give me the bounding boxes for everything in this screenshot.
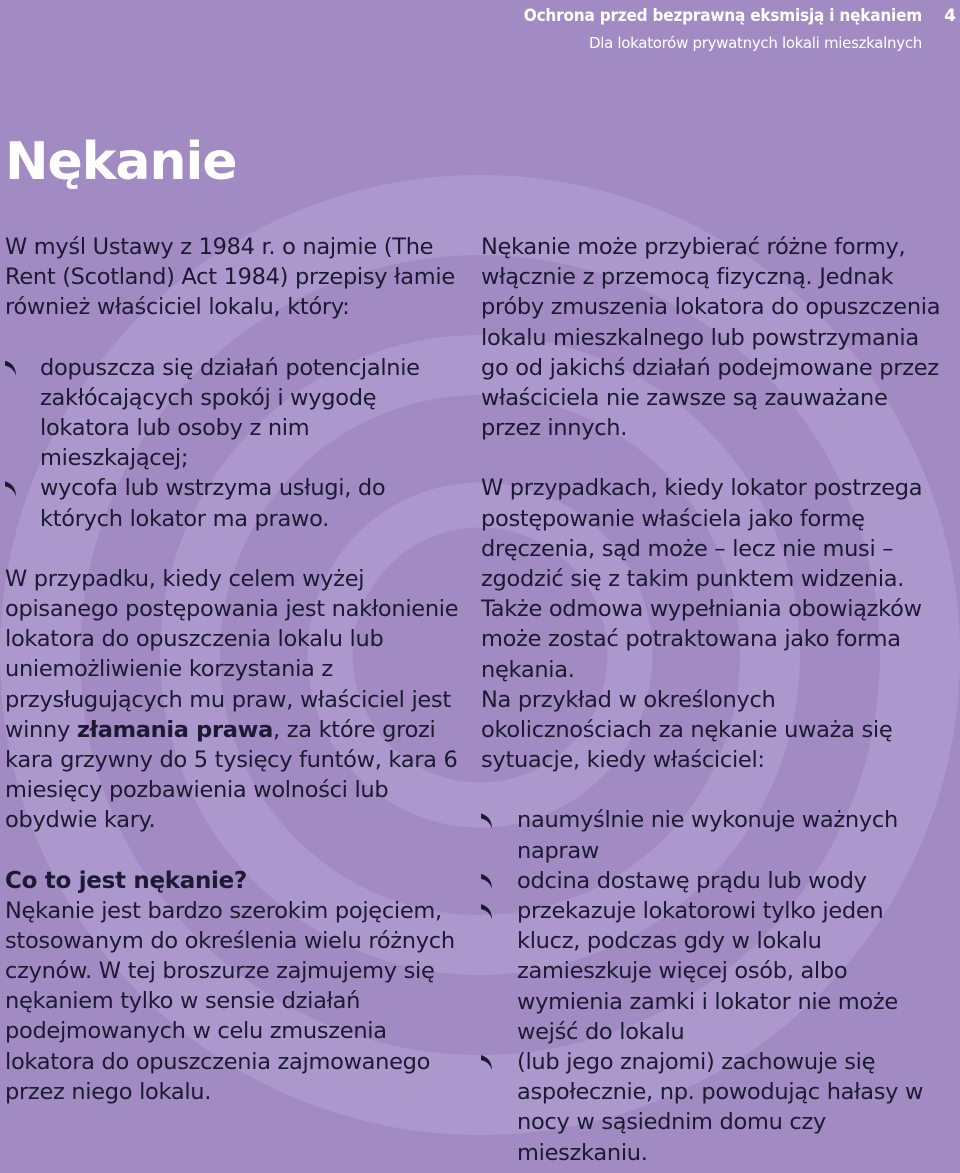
penalty-text-start: W przypadku, kiedy celem wyżej opisanego postępowania jest nakłonienie lokatora do opuszczenia lokalu lub uniemożliwienie korzystania z przysługujących mu praw, właściciel jest winny: [5, 565, 459, 743]
penalty-emphasis: złamania prawa: [76, 716, 274, 743]
list-item-text: odcina dostawę prądu lub wody: [517, 867, 867, 894]
list-item: [5, 473, 463, 533]
list-item: [481, 805, 951, 865]
intro-paragraph: W myśl Ustawy z 1984 r. o najmie (The Rent (Scotland) Act 1984) przepisy łamie również właściciel lokalu, który:: [5, 234, 455, 321]
list-item-text: przekazuje lokatorowi tylko jeden klucz, podczas gdy w lokalu zamieszkuje więcej osób, albo wymienia zamki i lokator nie może wejść do lokalu: [517, 898, 898, 1045]
violation-list: [5, 353, 463, 534]
header-title: Ochrona przed bezprawną eksmisją i nękaniem: [523, 6, 922, 26]
forms-paragraph: Nękanie może przybierać różne formy, włącznie z przemocą fizyczną. Jednak próby zmuszenia lokatora do opuszczenia lokalu mieszkalnego lub powstrzymania go od jakichś działań podejmowane przez właściciela nie zawsze są zauważane przez innych.: [481, 234, 941, 442]
right-column: [481, 232, 951, 1168]
list-item-text: naumyślnie nie wykonuje ważnych napraw: [517, 807, 898, 864]
list-item: [5, 353, 463, 474]
bullet-icon: [481, 874, 492, 889]
list-item: [481, 1047, 951, 1168]
page-title: Nękanie: [5, 132, 237, 192]
penalty-paragraph: [5, 564, 463, 836]
harassment-examples-list: [481, 805, 951, 1167]
list-item-text: dopuszcza się działań potencjalnie zakłócających spokój i wygodę lokatora lub osoby z nim mieszkającej;: [40, 354, 420, 472]
section-heading: Co to jest nękanie?: [5, 867, 247, 894]
bullet-icon: [481, 1055, 492, 1070]
list-item: [481, 896, 951, 1047]
list-item: [481, 866, 951, 896]
penalty-text-end: , za które grozi kara grzywny do 5 tysięcy funtów, kara 6 miesięcy pozbawienia wolności lub obydwie kary.: [5, 716, 458, 834]
list-item-text: wycofa lub wstrzyma usługi, do których lokator ma prawo.: [40, 475, 386, 532]
bullet-icon: [5, 361, 16, 376]
definition-paragraph: Nękanie jest bardzo szerokim pojęciem, stosowanym do określenia wielu różnych czynów. W tej broszurze zajmujemy się nękaniem tylko w sensie działań podejmowanych w celu zmuszenia lokatora do opuszczenia zajmowanego przez niego lokalu.: [5, 897, 455, 1105]
bullet-icon: [481, 813, 492, 828]
page-number: 4: [944, 6, 956, 26]
header-subtitle: Dla lokatorów prywatnych lokali mieszkalnych: [588, 34, 922, 52]
bullet-icon: [481, 904, 492, 919]
examples-intro: Na przykład w określonych okolicznościach za nękanie uważa się sytuacje, kiedy właściciel:: [481, 686, 893, 774]
bullet-icon: [5, 481, 16, 496]
left-column: [5, 232, 463, 1107]
list-item-text: (lub jego znajomi) zachowuje się aspołecznie, np. powodując hałasy w nocy w sąsiednim domu czy mieszkaniu.: [517, 1049, 924, 1166]
court-paragraph: W przypadkach, kiedy lokator postrzega postępowanie właściela jako formę dręczenia, sąd może – lecz nie musi – zgodzić się z takim punktem widzenia. Także odmowa wypełniania obowiązków może zostać potraktowana jako forma nękania.: [481, 475, 923, 683]
